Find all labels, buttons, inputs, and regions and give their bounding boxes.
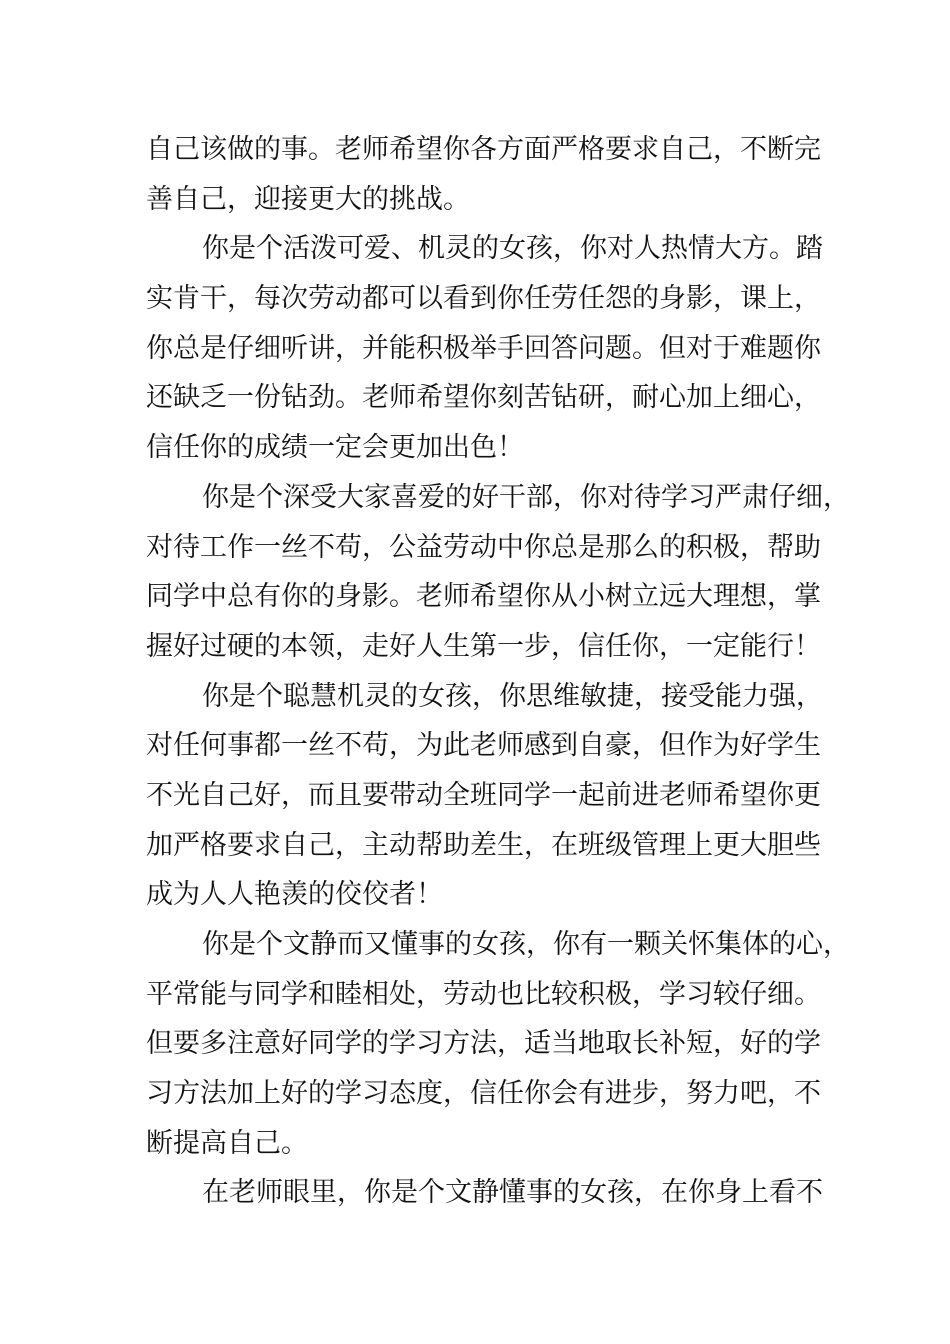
text-line: 不光自己好，而且要带动全班同学一起前进老师希望你更 [146,779,821,811]
text-line: 善自己，迎接更大的挑战。 [146,183,470,215]
text-line: 在老师眼里，你是个文静懂事的女孩，在你身上看不 [202,1177,823,1209]
text-line: 你是个聪慧机灵的女孩，你思维敏捷，接受能力强， [202,680,823,712]
text-line: 对待工作一丝不苟，公益劳动中你总是那么的积极，帮助 [146,531,821,563]
text-line: 还缺乏一份钻劲。老师希望你刻苦钻研，耐心加上细心， [146,382,821,414]
text-line: 断提高自己。 [146,1127,308,1159]
text-line: 信任你的成绩一定会更加出色！ [146,432,524,464]
text-line: 平常能与同学和睦相处，劳动也比较积极，学习较仔细。 [146,978,821,1010]
text-line: 实肯干，每次劳动都可以看到你任劳任怨的身影，课上， [146,283,821,315]
text-line: 自己该做的事。老师希望你各方面严格要求自己，不断完 [146,134,821,165]
document-body [146,125,850,1218]
text-line: 习方法加上好的学习态度，信任你会有进步，努力吧，不 [146,1078,821,1110]
text-line: 你是个活泼可爱、机灵的女孩，你对人热情大方。踏 [202,233,823,265]
text-line: 你是个深受大家喜爱的好干部，你对待学习严肃仔细， [202,481,850,513]
text-line: 同学中总有你的身影。老师希望你从小树立远大理想，掌 [146,581,821,613]
text-line: 你是个文静而又懂事的女孩，你有一颗关怀集体的心， [202,929,850,960]
text-line: 加严格要求自己，主动帮助差生，在班级管理上更大胆些 [146,829,821,861]
text-line: 你总是仔细听讲，并能积极举手回答问题。但对于难题你 [146,332,821,364]
text-line: 握好过硬的本领，走好人生第一步，信任你，一定能行！ [146,630,821,662]
text-line: 成为人人艳羡的佼佼者！ [146,879,443,911]
text-line: 但要多注意好同学的学习方法，适当地取长补短，好的学 [146,1028,821,1060]
text-line: 对任何事都一丝不苟，为此老师感到自豪，但作为好学生 [146,730,821,762]
